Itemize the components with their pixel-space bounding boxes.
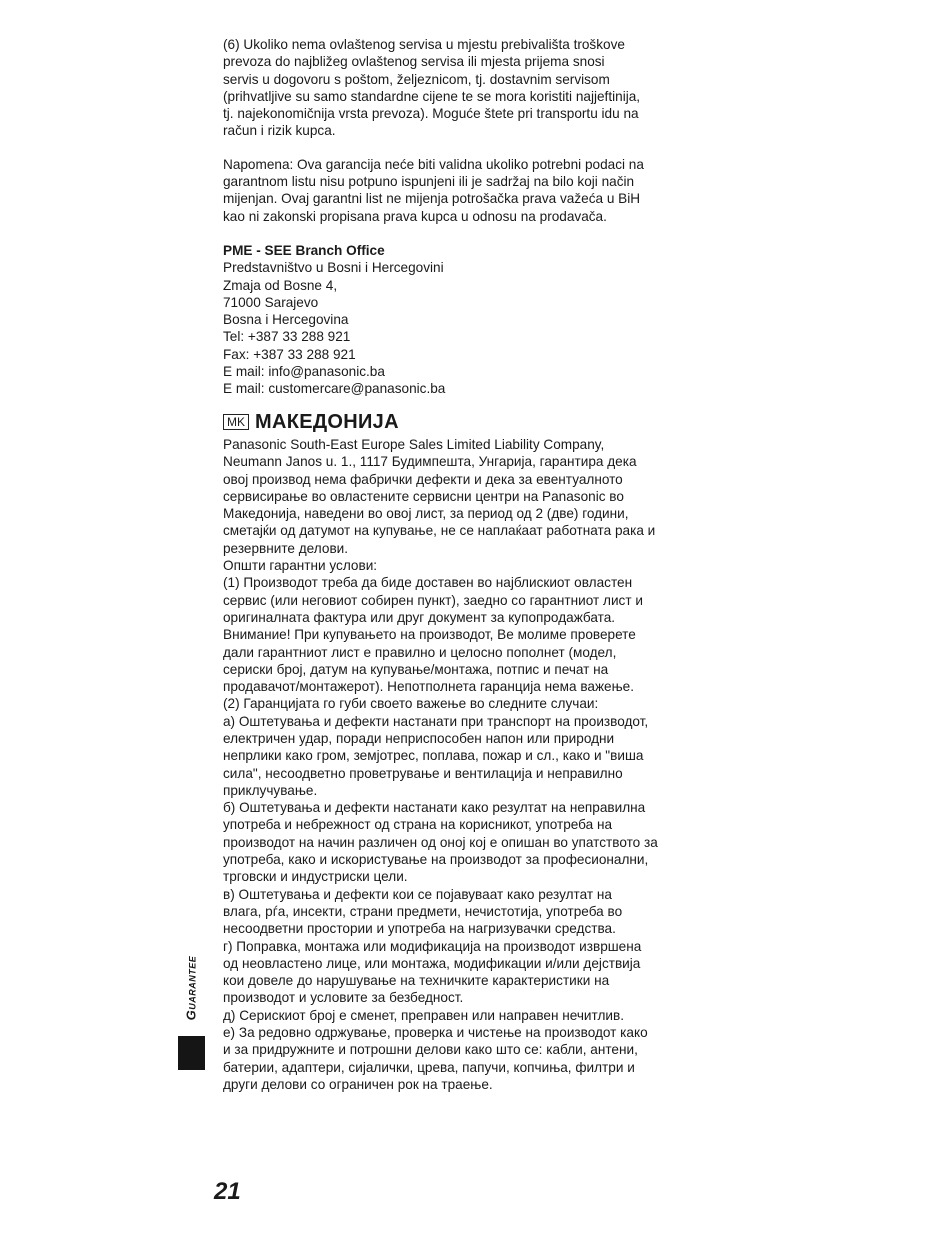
country-code-badge: MK [223, 414, 249, 430]
page-number: 21 [214, 1178, 241, 1205]
text-line: račun i rizik kupca. [223, 123, 336, 139]
text-line: несоодветни простории и употреба на нагризувачки средства. [223, 921, 616, 937]
address-line: Bosna i Hercegovina [223, 312, 349, 328]
text-line: сериски број, датум на купување/монтажа, потпис и печат на [223, 661, 609, 677]
service-note [223, 36, 723, 140]
text-line: (prihvatljive su samo standardne cijene te se mora koristiti najjeftinija, [223, 88, 641, 104]
text-line: Panasonic South-East Europe Sales Limited Liability Company, [223, 436, 605, 452]
text-line: влага, рѓа, инсекти, страни предмети, нечистотија, употреба во [223, 903, 623, 919]
text-line: а) Оштетувања и дефекти настанати при транспорт на производот, [223, 713, 649, 729]
text-line: servis u dogovoru s poštom, željeznicom, tj. dostavnim servisom [223, 71, 610, 87]
napomena-paragraph [223, 156, 723, 225]
text-line: резервните делови. [223, 540, 349, 556]
text-line: г) Поправка, монтажа или модификација на производот извршена [223, 938, 642, 954]
text-line: prevoza do najbližeg ovlaštenog servisa ili mjesta prijema snosi [223, 54, 605, 70]
text-line: продавачот/монтажерот). Непотполнета гаранција нема важење. [223, 679, 634, 695]
text-line: и за придружните и потрошни делови како што се: кабли, антени, [223, 1042, 638, 1058]
text-line: од неовластено лице, или монтажа, модификации и/или дејствија [223, 955, 641, 971]
text-line: Napomena: Ova garancija neće biti validna ukoliko potrebni podaci na [223, 156, 644, 172]
text-line: трговски и индустриски цели. [223, 869, 408, 885]
text-line: kao ni zakonski propisana prava kupca u odnosu na prodavača. [223, 208, 607, 224]
text-line: (2) Гаранцијата го губи своето важење во следните случаи: [223, 696, 599, 712]
email-line: E mail: info@panasonic.ba [223, 364, 385, 380]
phone-line: Tel: +387 33 288 921 [223, 329, 351, 345]
text-line: б) Оштетувања и дефекти настанати како резултат на неправилна [223, 800, 646, 816]
email-line: E mail: customercare@panasonic.ba [223, 381, 446, 397]
side-tab-marker [178, 1036, 205, 1070]
text-line: garantnom listu nisu potpuno ispunjeni ili je sadržaj na bilo koji način [223, 174, 635, 190]
fax-line: Fax: +387 33 288 921 [223, 346, 356, 362]
section-heading-macedonia [223, 410, 723, 433]
text-line: овој производ нема фабрички дефекти и дека за евентуалното [223, 471, 623, 487]
text-line: приклучување. [223, 782, 318, 798]
text-line: производот на начин различен од оној кој е опишан во упатството за [223, 834, 658, 850]
text-line: оригиналната фактура или друг документ за купопродажбата. [223, 609, 616, 625]
text-line: сметајќи од датумот на купување, не се наплаќаат работната рака и [223, 523, 656, 539]
text-line: сила", несоодветно проветрување и вентилација и неправилно [223, 765, 623, 781]
address-line: 71000 Sarajevo [223, 294, 319, 310]
text-line: кои довеле до нарушување на техничките карактеристики на [223, 973, 610, 989]
text-line: дали гарантниот лист е правилно и целосно пополнет (модел, [223, 644, 617, 660]
text-line: tj. najekonomičnija vrsta prevoza). Moguće štete pri transportu idu na [223, 106, 639, 122]
text-line: непрлики како гром, земјотрес, поплава, пожар и сл., како и "виша [223, 748, 644, 764]
text-line: е) За редовно одржување, проверка и чистење на производот како [223, 1025, 648, 1041]
office-address [223, 242, 723, 398]
text-line: други делови со ограничен рок на траење. [223, 1076, 493, 1092]
text-line: Внимание! При купувањето на производот, Ве молиме проверете [223, 627, 636, 643]
text-line: електричен удар, поради неприспособен напон или природни [223, 730, 615, 746]
text-line: сервисирање во овластените сервисни центри на Panasonic во [223, 488, 624, 504]
text-line: употреба и небрежност од страна на корисникот, употреба на [223, 817, 613, 833]
text-line: mijenjan. Ovaj garantni list ne mijenja potrošačka prava važeća u BiH [223, 191, 641, 207]
text-line: употреба, како и искористување на производот за професионални, [223, 852, 649, 868]
text-line: сервис (или неговиот собирен пункт), заедно со гарантниот лист и [223, 592, 643, 608]
address-line: Zmaja od Bosne 4, [223, 277, 338, 293]
text-line: Neumann Janos u. 1., 1117 Будимпешта, Унгарија, гарантира дека [223, 454, 637, 470]
content-column [223, 36, 723, 1093]
mk-guarantee-text [223, 436, 723, 1093]
text-line: Општи гарантни услови: [223, 558, 378, 574]
text-line: д) Серискиот број е сменет, преправен или направен нечитлив. [223, 1007, 624, 1023]
text-line: производот и условите за безбедност. [223, 990, 464, 1006]
text-line: батерии, адаптери, сијалички, црева, папучи, копчиња, филтри и [223, 1059, 635, 1075]
section-title: МАКЕДОНИЈА [255, 410, 399, 433]
text-line: (6) Ukoliko nema ovlaštenog servisa u mjestu prebivališta troškove [223, 37, 625, 52]
office-title: PME - SEE Branch Office [223, 242, 385, 258]
text-line: Македонија, наведени во овој лист, за период од 2 (две) години, [223, 506, 629, 522]
text-line: (1) Производот треба да биде доставен во најблискиот овластен [223, 575, 633, 591]
address-line: Predstavništvo u Bosni i Hercegovini [223, 260, 444, 276]
side-section-label: Guarantee [183, 955, 199, 1021]
text-line: в) Оштетувања и дефекти кои се појавуваат како резултат на [223, 886, 612, 902]
